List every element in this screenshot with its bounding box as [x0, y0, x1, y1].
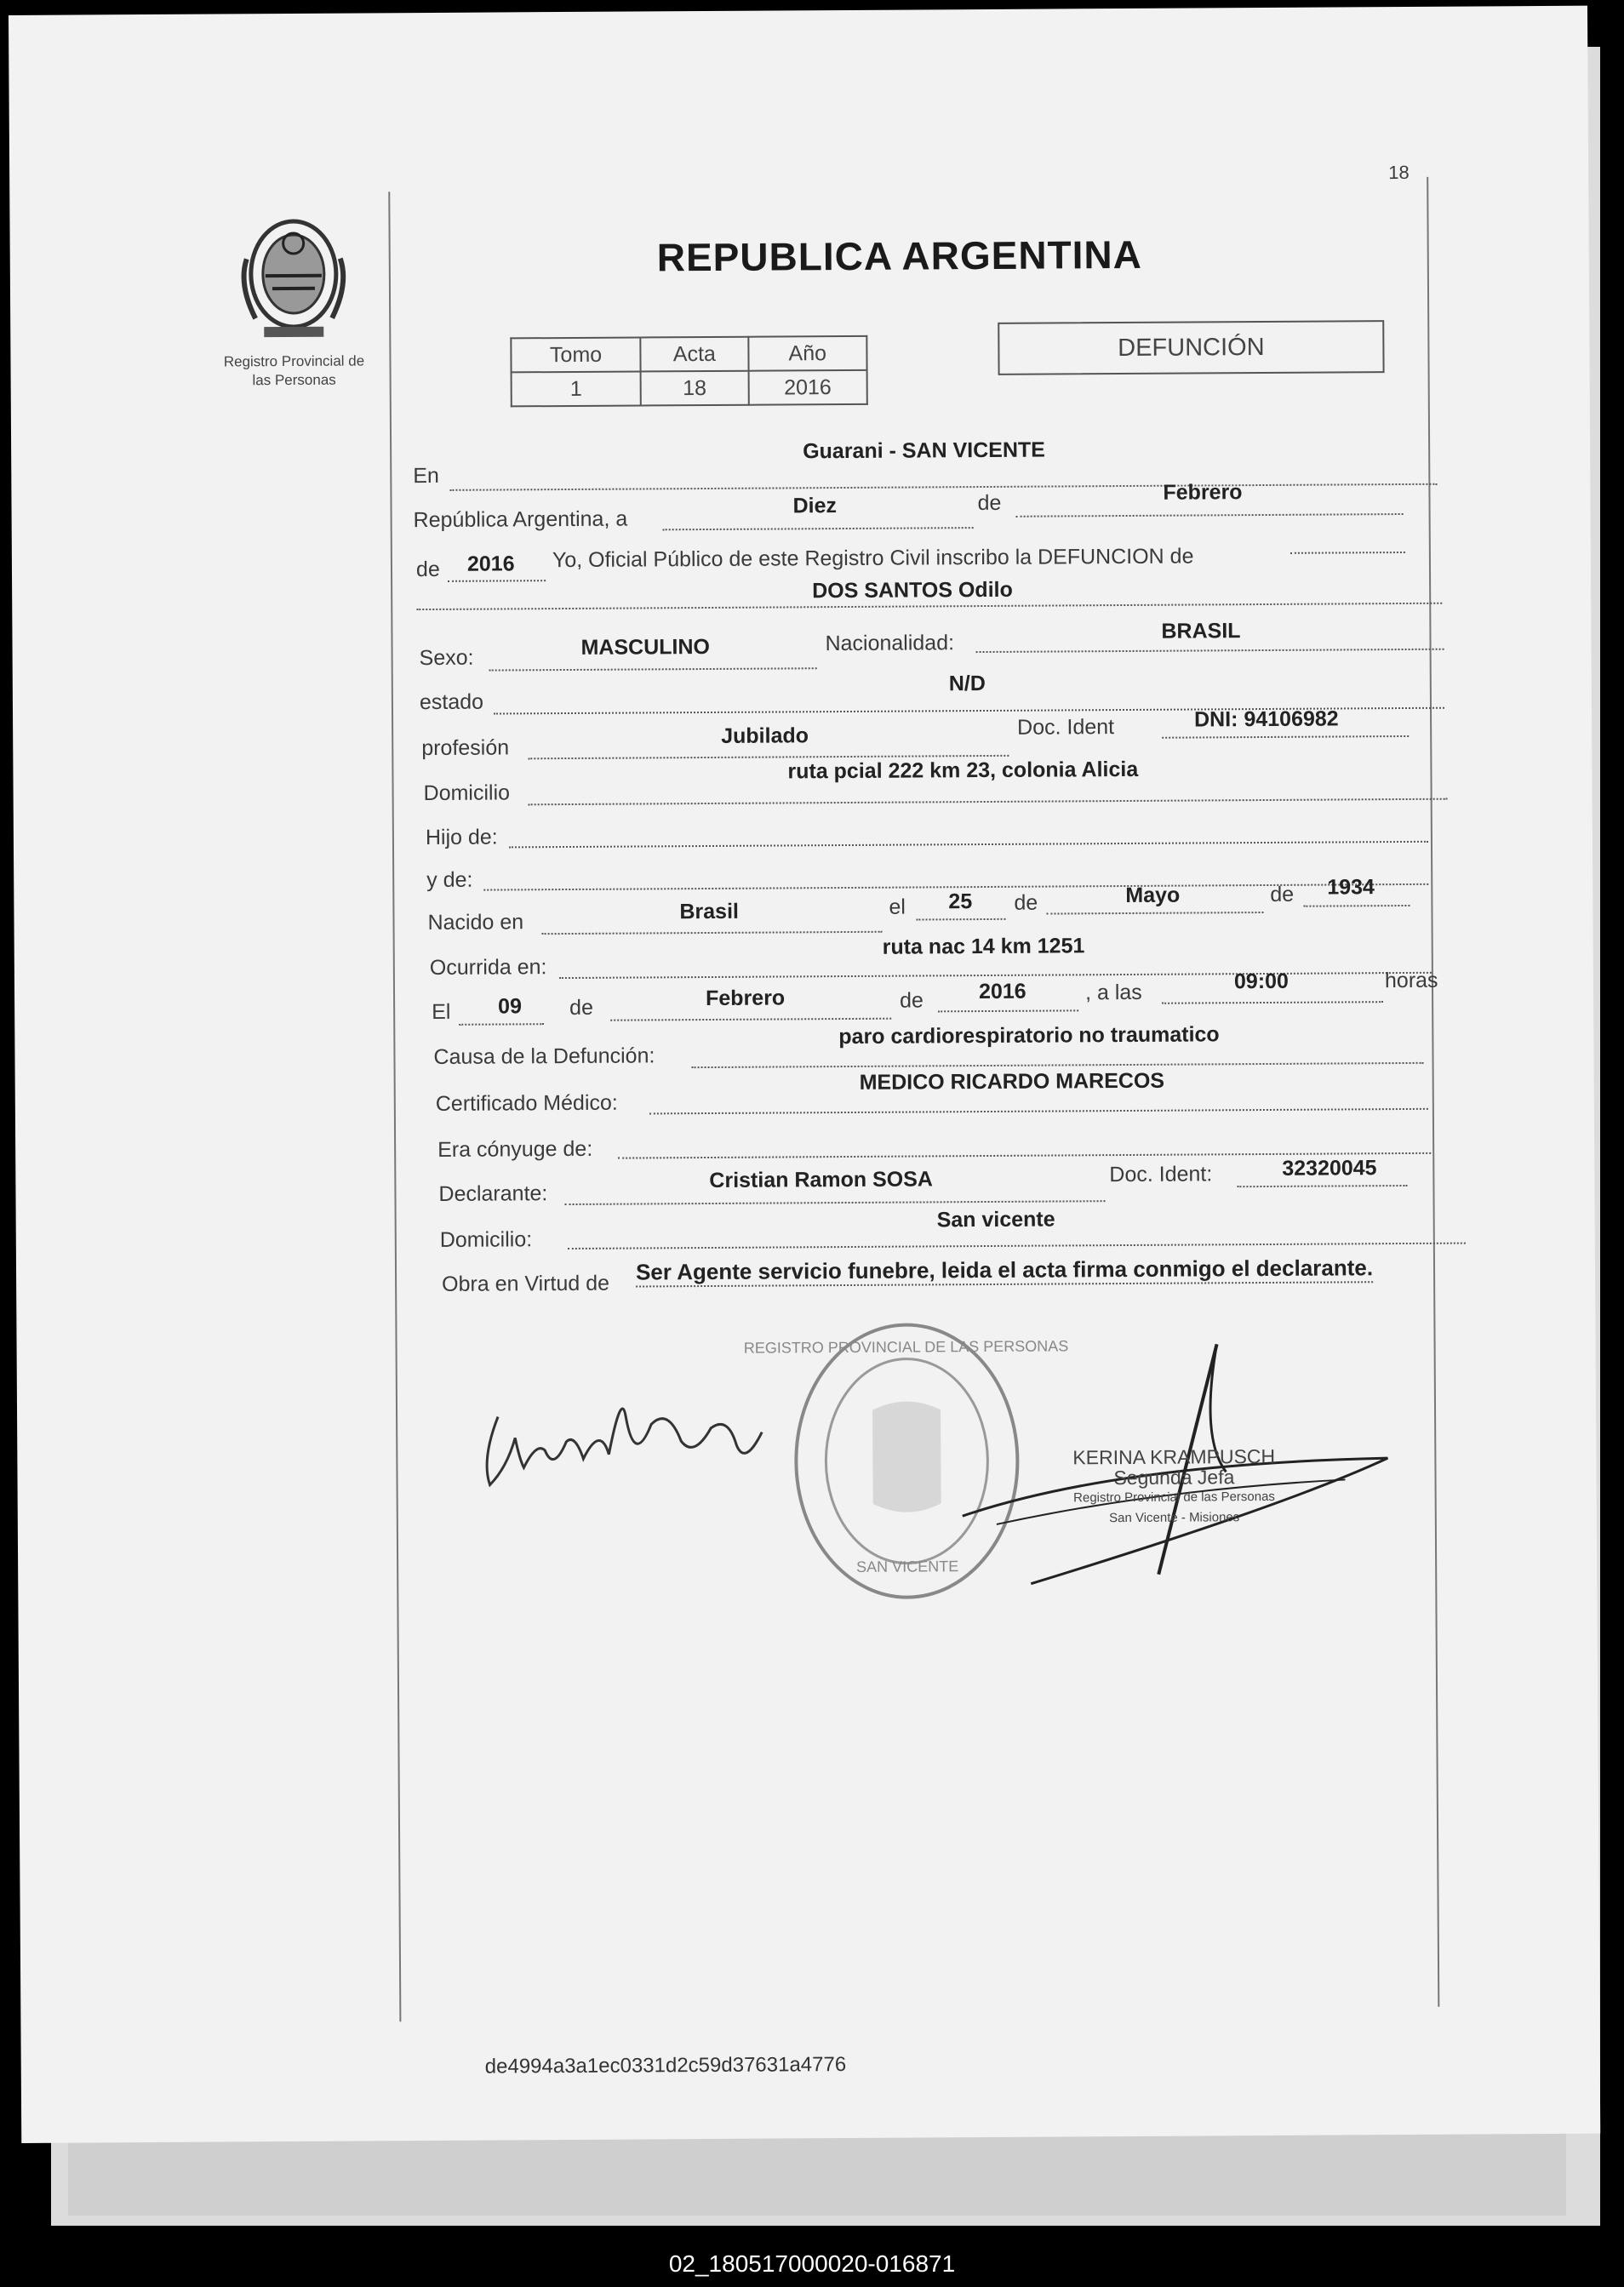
label-domicilio: Domicilio [423, 780, 511, 806]
label-de-n1: de [1014, 890, 1038, 915]
official-block [1072, 1446, 1275, 1529]
value-obra: Ser Agente servicio funebre, leida el acta firma conmigo el declarante. [636, 1255, 1373, 1287]
right-margin-line [1427, 177, 1439, 2007]
value-def-anio: 2016 [978, 979, 1026, 1004]
label-republica: República Argentina, a [413, 506, 628, 533]
official-place: San Vicente - Misiones [1109, 1510, 1240, 1526]
label-doc-ident-2: Doc. Ident: [1109, 1162, 1213, 1187]
label-causa: Causa de la Defunción: [433, 1043, 655, 1069]
label-profesion: profesión [421, 735, 510, 761]
header-acta: Acta [641, 337, 749, 372]
label-doc-ident: Doc. Ident [1017, 715, 1115, 740]
official-title: Segunda Jefa [1113, 1466, 1235, 1489]
label-ocurrida: Ocurrida en: [429, 955, 547, 980]
label-hijo-de: Hijo de: [425, 825, 498, 850]
label-conyuge: Era cónyuge de: [437, 1136, 593, 1162]
certificate-page [9, 6, 1600, 2143]
label-a-las: , a las [1084, 980, 1142, 1005]
label-horas: horas [1384, 968, 1438, 993]
value-sexo: MASCULINO [580, 634, 711, 660]
document-title: REPUBLICA ARGENTINA [656, 232, 1143, 280]
label-sexo: Sexo: [419, 645, 474, 671]
value-lugar: Guarani - SAN VICENTE [803, 437, 1045, 464]
label-domicilio-2: Domicilio: [439, 1227, 533, 1252]
label-en: En [413, 463, 439, 489]
value-domicilio: ruta pcial 222 km 23, colonia Alicia [787, 757, 1139, 784]
label-de-o2: de [900, 988, 924, 1013]
value-estado: N/D [948, 672, 986, 696]
value-tomo: 1 [512, 371, 642, 406]
header-tomo: Tomo [511, 337, 641, 372]
registry-line-1: Registro Provincial de [223, 352, 365, 370]
label-de-n2: de [1270, 882, 1295, 906]
label-de-o1: de [569, 995, 594, 1020]
registry-line-2: las Personas [252, 371, 336, 389]
document-hash: de4994a3a1ec0331d2c59d37631a4776 [484, 2053, 847, 2078]
value-nac-anio: 1934 [1327, 875, 1375, 900]
label-nacionalidad: Nacionalidad: [825, 631, 955, 656]
value-declarante-domicilio: San vicente [936, 1207, 1055, 1232]
label-nacido-en: Nacido en [427, 910, 524, 935]
label-certificado: Certificado Médico: [435, 1090, 618, 1116]
label-de-1: de [977, 490, 1002, 516]
value-doc: DNI: 94106982 [1193, 706, 1339, 732]
value-nac-dia: 25 [948, 889, 973, 914]
registry-caption [204, 352, 383, 390]
official-name: KERINA KRAMPUSCH [1072, 1444, 1276, 1469]
value-ocurrida: ruta nac 14 km 1251 [882, 934, 1085, 959]
tomo-acta-table [510, 335, 867, 408]
label-estado: estado [419, 689, 484, 715]
value-declarante: Cristian Ramon SOSA [709, 1167, 934, 1192]
value-certificado: MEDICO RICARDO MARECOS [859, 1068, 1165, 1095]
value-nac-mes: Mayo [1125, 883, 1181, 908]
label-el: el [889, 895, 906, 919]
value-nacido-en: Brasil [679, 899, 740, 924]
page-number: 18 [1388, 161, 1410, 184]
value-def-dia: 09 [498, 994, 523, 1019]
declarant-signature [472, 1355, 788, 1510]
doc-type-box: DEFUNCIÓN [998, 320, 1384, 375]
value-profesion: Jubilado [721, 723, 809, 748]
left-margin-line [388, 192, 401, 2021]
value-hora: 09:00 [1233, 969, 1289, 994]
file-footer: 02_180517000020-016871 [0, 2241, 1624, 2287]
label-de-2: de [415, 557, 440, 582]
value-anio: 2016 [466, 552, 515, 576]
official-org: Registro Provincial de las Personas [1073, 1489, 1275, 1506]
value-dia: Diez [792, 494, 838, 518]
label-y-de: y de: [426, 867, 473, 893]
value-mes: Febrero [1163, 480, 1243, 505]
value-nacionalidad: BRASIL [1161, 619, 1241, 643]
seal-lower-text: SAN VICENTE [856, 1558, 959, 1575]
header-anio: Año [748, 336, 867, 371]
seal-ring-text: REGISTRO PROVINCIAL DE LAS PERSONAS [743, 1337, 1069, 1357]
value-causa: paro cardiorespiratorio no traumatico [838, 1022, 1220, 1049]
label-declarante: Declarante: [438, 1181, 548, 1206]
label-yo: Yo, Oficial Público de este Registro Civil inscribo la DEFUNCION de [552, 544, 1194, 573]
value-anio: 2016 [748, 370, 867, 405]
coat-of-arms-icon [229, 208, 357, 349]
label-obra: Obra en Virtud de [442, 1271, 610, 1296]
value-declarante-doc: 32320045 [1282, 1156, 1377, 1181]
label-el-2: El [432, 999, 451, 1024]
value-nombre: DOS SANTOS Odilo [812, 577, 1013, 603]
value-acta: 18 [641, 371, 749, 406]
value-def-mes: Febrero [705, 986, 786, 1011]
